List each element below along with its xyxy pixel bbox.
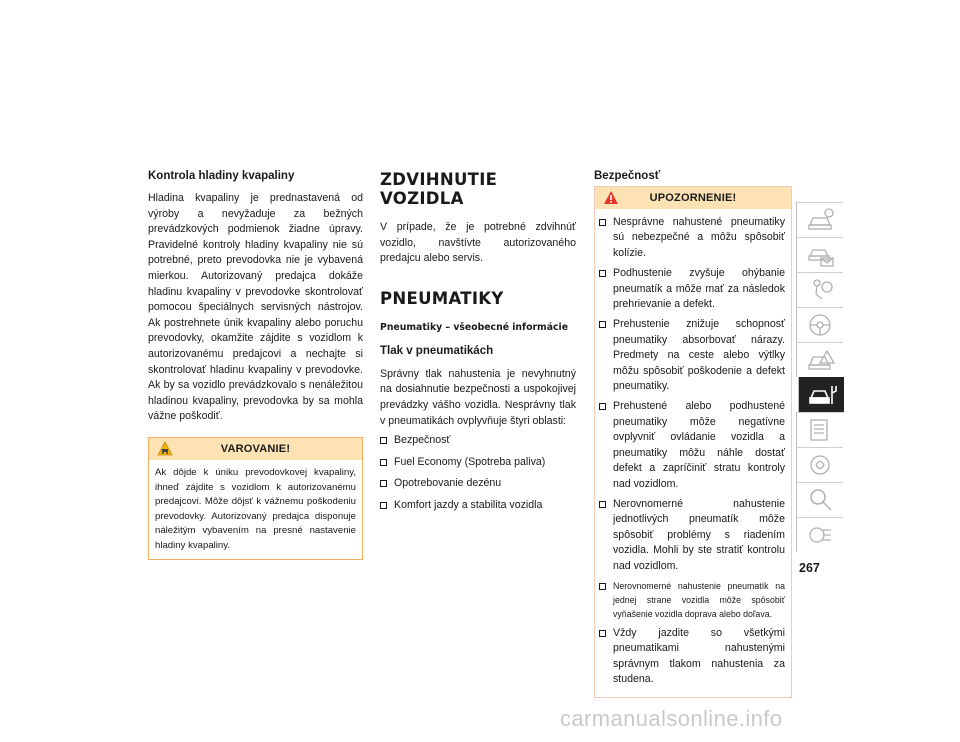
caution-list (595, 209, 791, 697)
pressure-areas-list (380, 433, 576, 513)
heading-safety: Bezpečnosť (594, 170, 661, 182)
list-item: Vždy jazdite so všetkými pneumatikami nahustenými správnym tlakom nahustenia za studena. (597, 626, 785, 688)
tab-search[interactable] (796, 482, 842, 517)
steering-wheel-icon (807, 312, 835, 338)
tire-pressure-paragraph: Správny tlak nahustenia je nevyhnutný na dosiahnutie bezpečnosti a uspokojivej prevádzky vášho vozidla. Nesprávny tlak v pneumatikách ovplyvňuje štyri oblasti: (380, 367, 576, 427)
heading-tires: PNEUMATIKY (380, 288, 504, 308)
caution-title: UPOZORNENIE! (649, 192, 737, 204)
index-icon (807, 522, 835, 548)
caution-box (594, 186, 792, 698)
heading-lifting-vehicle: ZDVIHNUTIE VOZIDLA (380, 170, 498, 208)
heading-tire-pressure: Tlak v pneumatikách (380, 344, 494, 357)
warning-box-header (149, 438, 362, 460)
list-item: Nerovnomerné nahustenie jednotlivých pneumatík môže spôsobiť problémy s riadením vozidla. Mohli by ste stratiť kontrolu nad vozidlom. (597, 497, 785, 574)
tab-car-warning[interactable] (796, 342, 842, 377)
search-icon (807, 487, 835, 513)
list-item: Fuel Economy (Spotreba paliva) (380, 455, 576, 471)
airbag-icon (807, 277, 835, 303)
list-item: Prehustené alebo podhustené pneumatiky môže negatívne ovplyvniť ovládanie vozidla a pneumatiky môžu náhle dostať defekt a zapríčiniť stratu kontroly nad vozidlom. (597, 399, 785, 491)
caution-triangle-icon (603, 190, 619, 205)
car-info-icon (807, 207, 835, 233)
list-item: Prehustenie znižuje schopnosť pneumatiky absorbovať nárazy. Predmety na ceste alebo výtlky môžu spôsobiť poškodenie a defekt pneumatiky. (597, 317, 785, 394)
warning-box (148, 437, 363, 561)
watermark-text: carmanualsonline.info (560, 706, 783, 731)
fluid-level-paragraph: Hladina kvapaliny je prednastavená od výroby a nevyžaduje za bežných prevádzkových podmienok žiadne úpravy. Pravidelné kontroly hladiny kvapaliny nie sú potrebné, preto prevodovka nie je vybavená mierkou. Autorizovaný predajca dokáže hladinu kvapaliny v prevodovke skontrolovať pomocou špeciálnych servisných nástrojov. Ak postrehnete únik kvapaliny alebo poruchu prevodovky, okamžite zájdite s vozidlom k autorizovanému predajcovi a nechajte si skontrolovať hladinu kvapaliny v prevodovke. Ak by sa vozidlo prevádzkovalo s nenáležitou hladinou kvapaliny, prevodovka by sa mohla vážne poškodiť. (148, 192, 363, 423)
tab-car-mail[interactable] (796, 237, 842, 272)
warning-title: VAROVANIE! (220, 442, 291, 455)
car-mail-icon (807, 242, 835, 268)
list-item: Komfort jazdy a stabilita vozidla (380, 498, 576, 514)
page-number: 267 (799, 561, 820, 575)
multimedia-icon (807, 452, 835, 478)
column-left (148, 170, 363, 560)
list-item: Nerovnomerné nahustenie pneumatík na jednej strane vozidla môže spôsobiť vyňašenie vozidla doprava alebo doľava. (597, 579, 785, 621)
tab-specs[interactable] (796, 412, 842, 447)
warning-triangle-icon (157, 441, 173, 456)
tab-multimedia[interactable] (796, 447, 842, 482)
lifting-paragraph: V prípade, že je potrebné zdvihnúť vozidlo, navštívte autorizovaného predajcu alebo servis. (380, 221, 576, 265)
list-item: Podhustenie zvyšuje ohýbanie pneumatík a môže mať za následok prehrievanie a defekt. (597, 266, 785, 312)
car-warning-icon (807, 347, 835, 373)
tab-steering[interactable] (796, 307, 842, 342)
column-right (594, 170, 792, 698)
tab-car-service-active[interactable] (798, 377, 844, 412)
warning-text: Ak dôjde k úniku prevodovkovej kvapaliny, ihneď zájdite s vozidlom k autorizovanému predajcovi. Môže dôjsť k vážnemu poškodeniu prevodovky. Autorizovaný predajca disponuje náležitým vybavením na presné nastavenie hladiny kvapaliny. (155, 466, 356, 551)
section-heading-fluid-level: Kontrola hladiny kvapaliny (148, 170, 295, 182)
subheading-tires-general: Pneumatiky – všeobecné informácie (380, 321, 569, 333)
list-item: Opotrebovanie dezénu (380, 476, 576, 492)
specs-icon (807, 417, 835, 443)
tab-index[interactable] (796, 517, 842, 552)
car-service-icon (809, 382, 839, 408)
caution-box-header (595, 187, 791, 209)
list-item: Bezpečnosť (380, 433, 576, 449)
column-middle (380, 170, 576, 520)
tab-airbag[interactable] (796, 272, 842, 307)
list-item: Nesprávne nahustené pneumatiky sú nebezpečné a môžu spôsobiť kolízie. (597, 215, 785, 261)
tab-car-info[interactable] (796, 202, 842, 237)
